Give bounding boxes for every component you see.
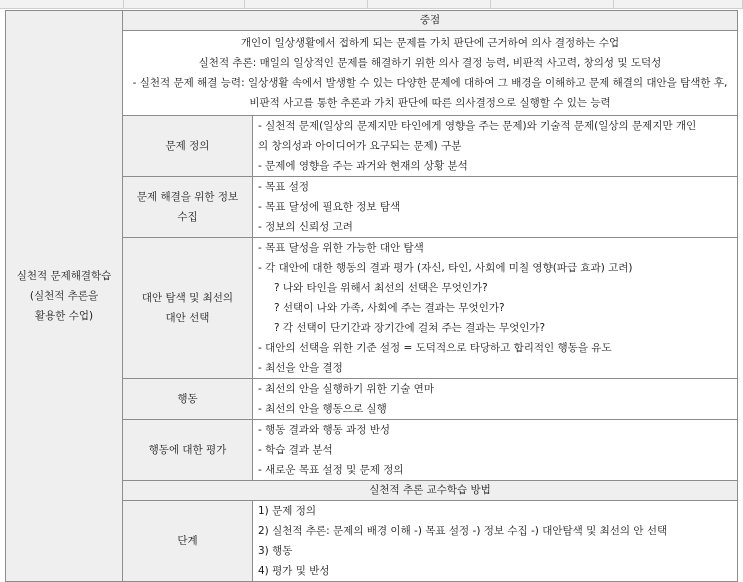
content-line: - 정보의 신뢰성 고려: [258, 221, 353, 233]
step-label-line: 문제 해결을 위한 정보: [136, 191, 239, 203]
content-line: 의 창의성과 아이디어가 요구되는 문제) 구분: [258, 140, 462, 152]
content-line: - 목표 설정: [258, 181, 310, 193]
content-line: - 최선의 안을 실행하기 위한 기술 연마: [258, 383, 434, 395]
content-line: ? 나와 타인을 위해서 최선의 선택은 무엇인가?: [274, 282, 488, 294]
category-line: (실천적 추론을: [29, 290, 99, 302]
step-label-action: [123, 379, 253, 420]
content-line: - 학습 결과 분석: [258, 444, 333, 456]
lesson-table: [5, 10, 738, 582]
content-line: - 새로운 목표 설정 및 문제 정의: [258, 464, 404, 476]
content-line: - 목표 달성을 위한 가능한 대안 탐색: [258, 242, 424, 254]
category-line: 활용한 수업): [34, 310, 94, 322]
step-label-line: 수집: [177, 211, 198, 223]
focus-header: 중점: [123, 11, 738, 31]
step-label-evaluation: [123, 420, 253, 481]
method-header: 실천적 추론 교수학습 방법: [123, 481, 738, 501]
category-cell: [6, 11, 123, 582]
step-label-problem-definition: [123, 116, 253, 177]
category-line: 실천적 문제해결학습: [16, 270, 112, 282]
summary-line: 실천적 추론: 매일의 일상적인 문제를 해결하기 위한 의사 결정 능력, 비판적 사고력, 창의성 및 도덕성: [198, 57, 662, 69]
step-label-line: 행동: [177, 393, 198, 405]
step-label-info-collection: [123, 177, 253, 238]
step-label-line: 대안 탐색 및 최선의: [141, 292, 234, 304]
stage-content: [253, 501, 738, 582]
step-label-line: 대안 선택: [165, 312, 210, 324]
step-label-line: 문제 정의: [165, 140, 210, 152]
step-content-alternatives: [253, 238, 738, 379]
content-line: - 목표 달성에 필요한 정보 탐색: [258, 201, 401, 213]
content-line: ? 선택이 나와 가족, 사회에 주는 결과는 무엇인가?: [274, 302, 505, 314]
step-content-evaluation: [253, 420, 738, 481]
content-line: - 대안의 선택을 위한 기준 설정 = 도덕적으로 타당하고 합리적인 행동을 유도: [258, 342, 612, 354]
content-line: - 행동 결과와 행동 과정 반성: [258, 424, 391, 436]
stage-line: 3) 행동: [258, 545, 293, 557]
content-line: ? 각 선택이 단기간과 장기간에 걸쳐 주는 결과는 무엇인가?: [274, 322, 546, 334]
stage-label: 단계: [123, 501, 253, 582]
step-content-info-collection: [253, 177, 738, 238]
summary-line: 비판적 사고를 통한 추론과 가치 판단에 따른 의사결정으로 실행할 수 있는 능력: [249, 97, 611, 109]
content-line: - 최선의 안을 행동으로 실행: [258, 403, 387, 415]
step-label-alternatives: [123, 238, 253, 379]
step-content-problem-definition: [253, 116, 738, 177]
summary-line: 개인이 일상생활에서 접하게 되는 문제를 가치 판단에 근거하여 의사 결정하는 수업: [240, 37, 620, 49]
step-content-action: [253, 379, 738, 420]
top-strip: [0, 0, 743, 9]
stage-line: 4) 평가 및 반성: [258, 565, 330, 577]
content-line: - 실천적 문제(일상의 문제지만 타인에게 영향을 주는 문제)와 기술적 문제(일상의 문제지만 개인: [258, 120, 697, 132]
stage-line: 1) 문제 정의: [258, 505, 317, 517]
content-line: - 문제에 영향을 주는 과거와 현재의 상황 분석: [258, 160, 468, 172]
stage-line: 2) 실천적 추론: 문제의 배경 이해 -) 목표 설정 -) 정보 수집 -) 대안탐색 및 최선의 안 선택: [258, 525, 668, 537]
summary-cell: [123, 31, 738, 116]
step-label-line: 행동에 대한 평가: [148, 444, 227, 456]
content-line: - 각 대안에 대한 행동의 결과 평가 (자신, 타인, 사회에 미칠 영향(파급 효과) 고려): [258, 262, 633, 274]
summary-line: - 실천적 문제 해결 능력: 일상생활 속에서 발생할 수 있는 다양한 문제에 대하여 그 배경을 이해하고 문제 해결의 대안을 탐색한 후,: [132, 77, 728, 89]
content-line: - 최선을 안을 결정: [258, 362, 343, 374]
